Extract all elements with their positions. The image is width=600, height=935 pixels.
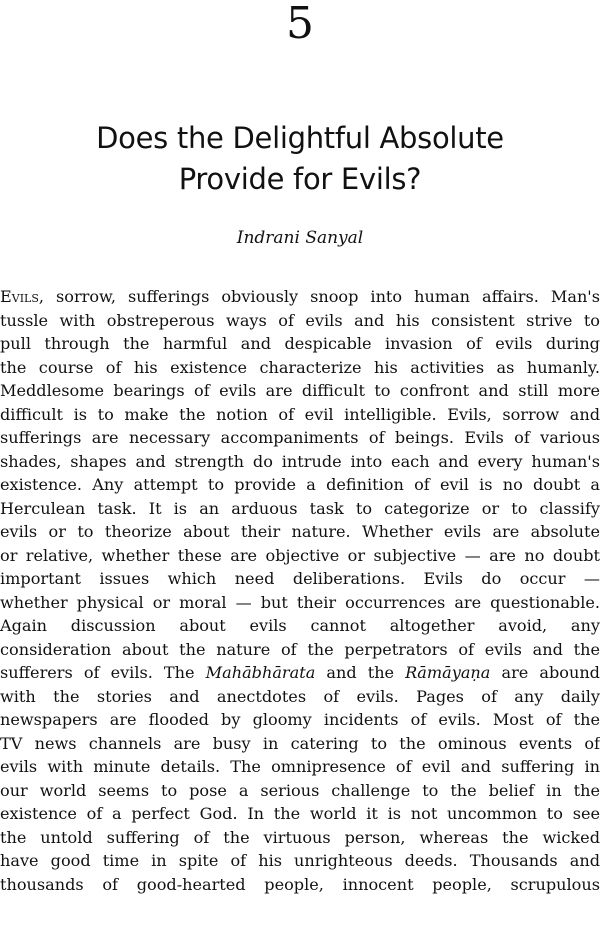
text-line [0,473,600,497]
text-line [0,356,600,380]
chapter-title-line-2: Provide for Evils? [178,162,422,196]
text-run: sufferings are necessary accompaniments of beings. Evils of various [0,428,600,447]
italic-title: Mahābhārata [205,663,316,682]
text-run: , sorrow, sufferings obviously snoop into human affairs. Man's [38,287,600,306]
text-run: important issues which need deliberations. Evils do occur — [0,569,600,588]
text-line [0,379,600,403]
text-line [0,567,600,591]
text-line [0,332,600,356]
text-run: the untold suffering of the virtuous person, whereas the wicked [0,827,600,847]
text-line [0,497,600,521]
text-run: evils or to theorize about their nature. Whether evils are absolute [0,522,600,541]
text-run: have good time in spite of his unrighteous deeds. Thousands and [0,851,600,870]
text-line [0,450,600,474]
italic-title: Rāmāyaṇa [405,663,491,682]
text-line [0,826,600,850]
text-run: Again discussion about evils cannot altogether avoid, any [0,616,600,635]
text-line [0,638,600,662]
body-paragraph [0,285,600,896]
text-line [0,849,600,873]
text-run: whether physical or moral — but their occurrences are questionable. [0,592,600,612]
chapter-title [0,118,600,200]
text-line [0,614,600,638]
text-run: sufferers of evils. The [0,663,206,682]
text-run: tussle with obstreperous ways of evils and his consistent strive to [0,310,600,330]
text-run: difficult is to make the notion of evil intelligible. Evils, sorrow and [0,404,600,424]
text-run: newspapers are flooded by gloomy incidents of evils. Most of the [0,710,600,729]
text-run: thousands of good-hearted people, innocent people, scrupulous [0,874,600,894]
text-line [0,520,600,544]
text-run: our world seems to pose a serious challenge to the belief in the [0,780,600,800]
text-run: with the stories and anectdotes of evils. Pages of any daily [0,686,600,706]
chapter-number: 5 [286,0,314,49]
text-line [0,544,600,568]
text-line [0,591,600,615]
text-run: TV news channels are busy in catering to the ominous events of [0,733,600,753]
text-run: the course of his existence characterize his activities as humanly. [0,357,600,377]
text-line [0,802,600,826]
text-line [0,285,600,309]
text-line [0,685,600,709]
text-line [0,661,600,685]
text-run: Meddlesome bearings of evils are difficult to confront and still more [0,381,600,400]
text-run: Herculean task. It is an arduous task to categorize or to classify [0,498,600,518]
text-line [0,755,600,779]
text-line [0,779,600,803]
text-run: or relative, whether these are objective or subjective — are no doubt [0,545,600,565]
text-run: shades, shapes and strength do intrude into each and every human's [0,451,600,471]
drop-smallcaps-word: Evils [0,287,39,306]
text-run: and the [315,663,406,682]
text-line [0,426,600,450]
text-run: existence of a perfect God. In the world it is not uncommon to see [0,804,600,823]
text-run: are abound [490,663,600,682]
text-run: pull through the harmful and despicable invasion of evils during [0,334,600,353]
chapter-title-line-1: Does the Delightful Absolute [96,121,504,155]
text-line [0,708,600,732]
text-line [0,732,600,756]
text-run: evils with minute details. The omnipresence of evil and suffering in [0,757,600,776]
text-run: consideration about the nature of the perpetrators of evils and the [0,639,600,659]
author-name: Indrani Sanyal [236,228,364,248]
text-line [0,403,600,427]
text-run: existence. Any attempt to provide a definition of evil is no doubt a [0,475,600,494]
text-line [0,873,600,897]
text-line [0,309,600,333]
